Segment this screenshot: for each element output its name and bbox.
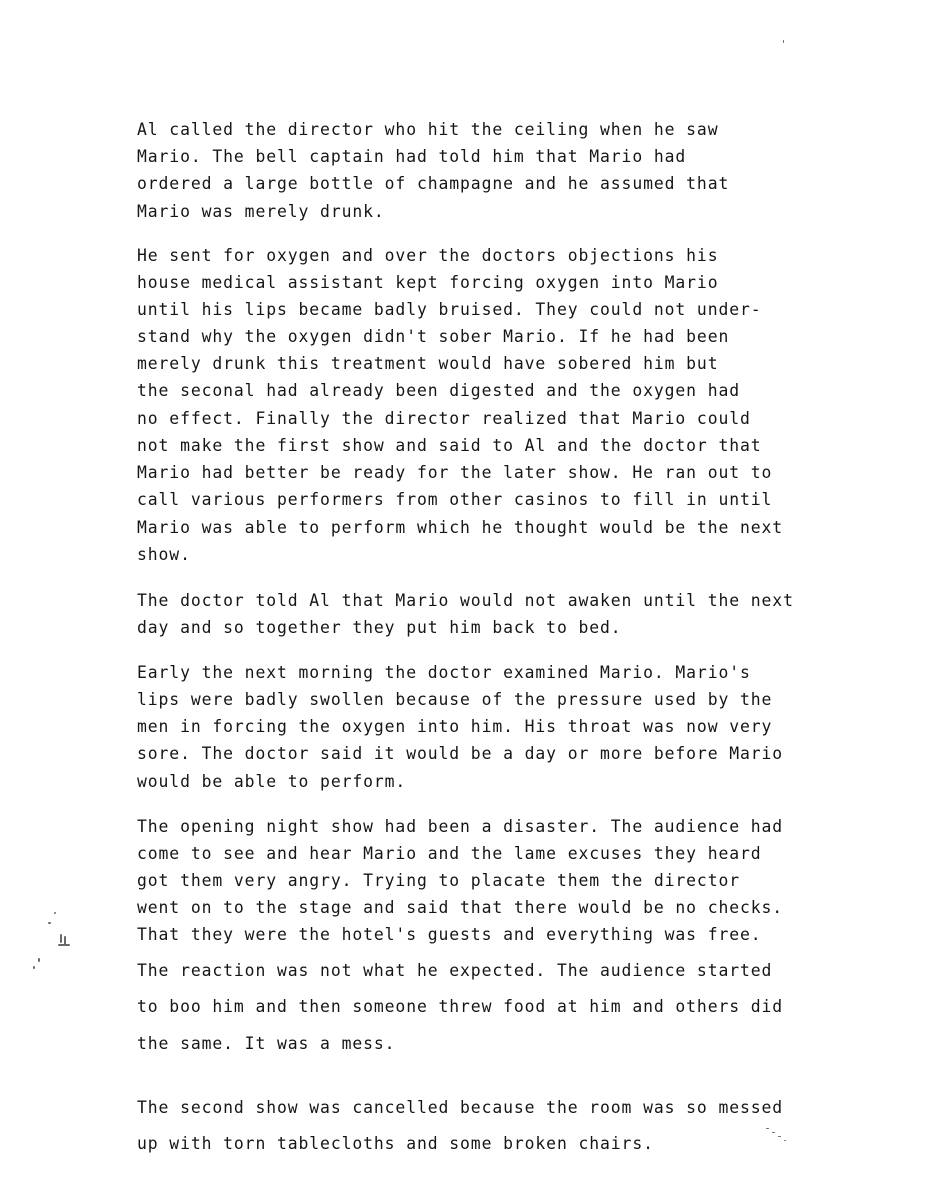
text-line: The doctor told Al that Mario would not awaken until the next: [137, 591, 794, 610]
text-line: stand why the oxygen didn't sober Mario. If he had been: [137, 327, 730, 346]
text-line: Early the next morning the doctor examined Mario. Mario's: [137, 663, 751, 682]
text-line: The reaction was not what he expected. The audience started: [137, 961, 773, 980]
scan-speck: [33, 966, 35, 969]
text-line: would be able to perform.: [137, 772, 407, 791]
text-line: the seconal had already been digested and the oxygen had: [137, 381, 741, 400]
text-line: got them very angry. Trying to placate them the director: [137, 871, 741, 890]
text-line: to boo him and then someone threw food at him and others did: [137, 997, 784, 1016]
text-line: men in forcing the oxygen into him. His throat was now very: [137, 717, 773, 736]
text-line: Mario was merely drunk.: [137, 202, 385, 221]
text-line: He sent for oxygen and over the doctors objections his: [137, 246, 719, 265]
text-line: Mario. The bell captain had told him that Mario had: [137, 147, 687, 166]
scan-speck: [48, 922, 51, 924]
text-line: call various performers from other casinos to fill in until: [137, 490, 773, 509]
scan-speck: [778, 1136, 781, 1137]
text-line: day and so together they put him back to bed.: [137, 618, 622, 637]
text-line: Mario had better be ready for the later show. He ran out to: [137, 463, 773, 482]
scan-speck: [58, 944, 70, 946]
text-line: ordered a large bottle of champagne and he assumed that: [137, 174, 730, 193]
text-line: house medical assistant kept forcing oxygen into Mario: [137, 273, 719, 292]
text-line: come to see and hear Mario and the lame excuses they heard: [137, 844, 762, 863]
text-line: went on to the stage and said that there would be no checks.: [137, 898, 784, 917]
text-line: show.: [137, 545, 191, 564]
text-line: lips were badly swollen because of the pressure used by the: [137, 690, 773, 709]
scan-speck: [54, 912, 56, 914]
scan-speck: [60, 934, 62, 943]
text-line: no effect. Finally the director realized that Mario could: [137, 409, 751, 428]
text-line: The second show was cancelled because the room was so messed: [137, 1098, 784, 1117]
text-line: The opening night show had been a disaster. The audience had: [137, 817, 784, 836]
text-line: Al called the director who hit the ceiling when he saw: [137, 120, 719, 139]
text-line: up with torn tablecloths and some broken chairs.: [137, 1134, 654, 1153]
text-line: the same. It was a mess.: [137, 1034, 396, 1053]
scan-speck: [772, 1132, 775, 1133]
scan-speck: [38, 958, 40, 962]
text-line: merely drunk this treatment would have sobered him but: [137, 354, 719, 373]
scan-speck: [783, 40, 784, 43]
scan-speck: [766, 1128, 769, 1129]
text-line: sore. The doctor said it would be a day or more before Mario: [137, 744, 784, 763]
text-line: Mario was able to perform which he thought would be the next: [137, 518, 784, 537]
text-line: not make the first show and said to Al and the doctor that: [137, 436, 762, 455]
text-line: until his lips became badly bruised. They could not under-: [137, 300, 762, 319]
scan-speck: [784, 1140, 786, 1141]
text-line: That they were the hotel's guests and everything was free.: [137, 925, 762, 944]
